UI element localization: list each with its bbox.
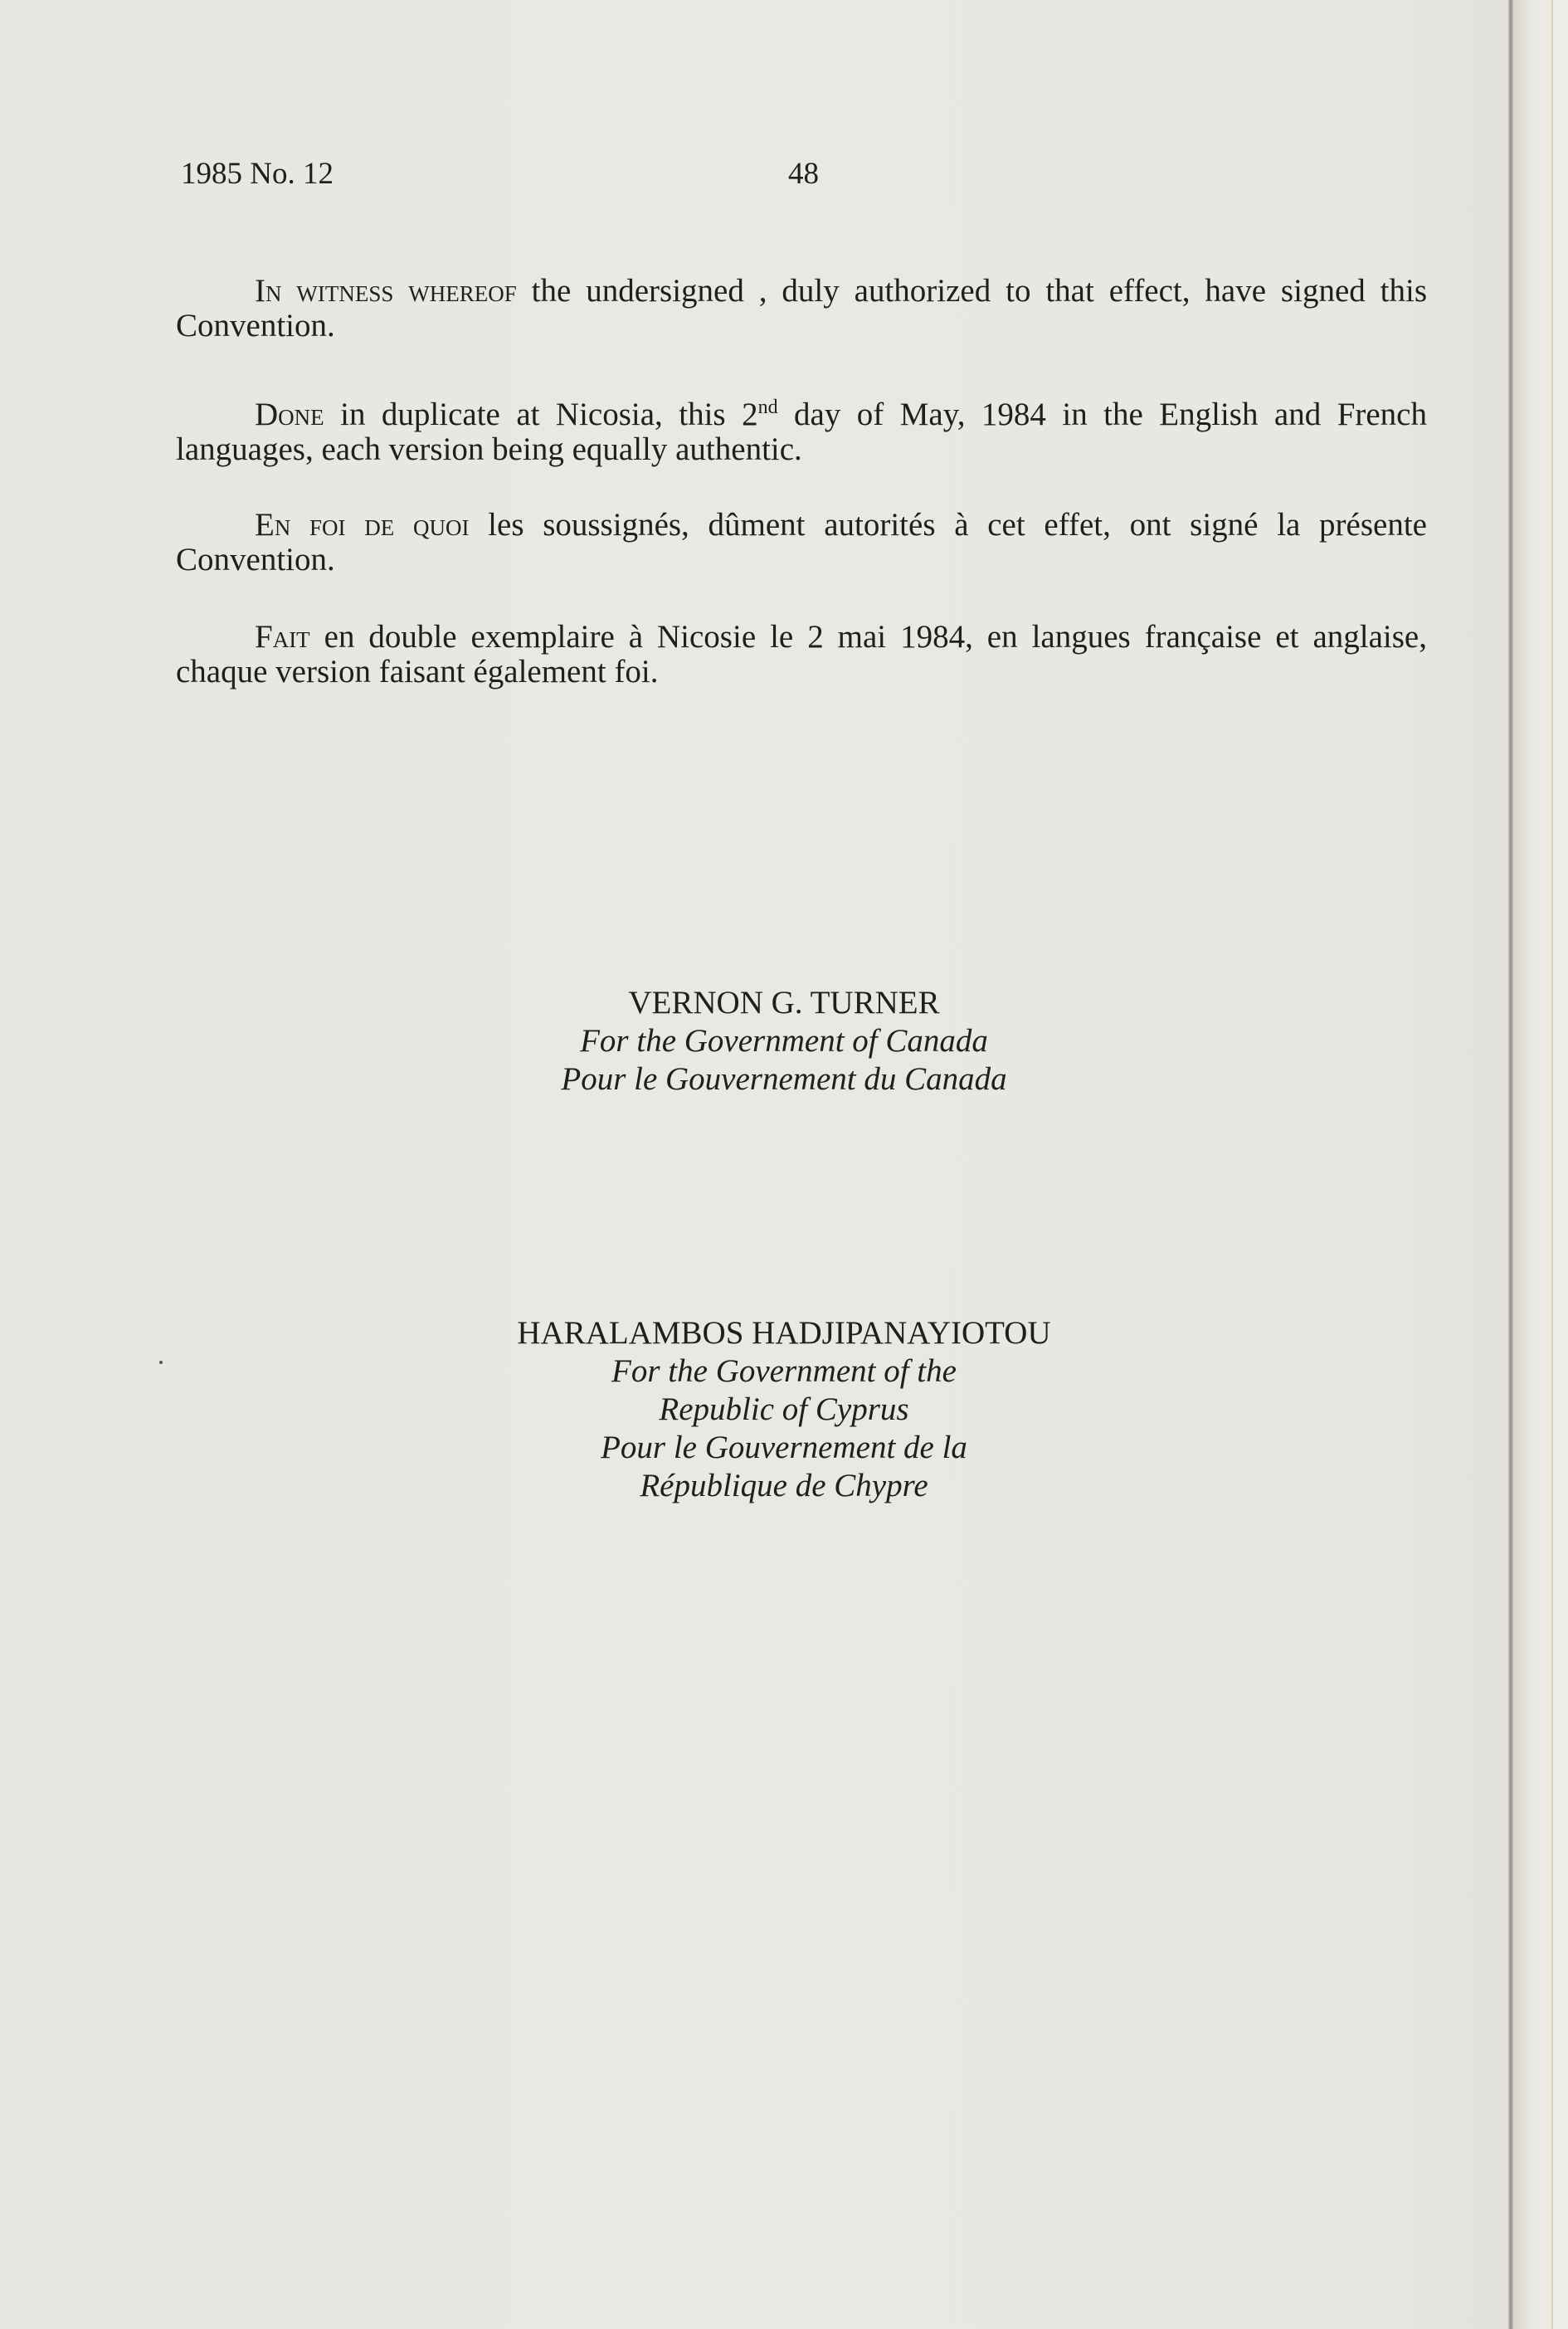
paragraph-body: the undersigned , duly authorized to that effect, have signed this Convention. [176,273,1428,344]
paragraph-in-witness [176,274,1427,344]
signatory-role: Pour le Gouvernement du Canada [561,1061,1007,1097]
paragraph-lead: Fait [255,619,310,655]
ordinal-suffix: nd [757,397,778,418]
page-number: 48 [788,157,819,191]
paragraph-body: in duplicate at Nicosia, this 2 [324,397,758,432]
paragraph-en-foi [176,508,1427,577]
paragraph-lead: En foi de quoi [255,507,470,543]
adjacent-page-edge [1513,0,1568,2329]
paragraph-body: les soussignés, dûment autorités à cet effet, ont signé la présente Convention. [176,507,1427,577]
signatory-role: Pour le Gouvernement de la [601,1430,967,1465]
signatory-role: For the Government of Canada [580,1023,988,1059]
signatory-role: For the Government of the [611,1353,957,1389]
page-edge-line [1551,0,1553,2329]
signature-block-canada [0,984,1568,1099]
paragraph-body: en double exemplaire à Nicosie le 2 mai 1984, en langues française et anglaise, chaque version faisant également foi. [176,619,1427,689]
paragraph-lead: Done [255,397,324,432]
paragraph-fait [176,620,1427,689]
paragraph-body: day of May, 1984 in the English and French languages, each version being equally authentic. [176,397,1427,467]
signatory-name: HARALAMBOS HADJIPANAYIOTOU [517,1315,1051,1351]
paragraph-lead: In witness whereof [255,273,517,309]
running-header: 1985 No. 12 [181,157,334,191]
ink-speck [159,1361,163,1364]
signature-block-cyprus [0,1314,1568,1505]
signatory-name: VERNON G. TURNER [628,985,940,1021]
signatory-role: République de Chypre [640,1468,928,1503]
signatory-role: Republic of Cyprus [659,1391,909,1427]
paragraph-done [176,390,1427,467]
